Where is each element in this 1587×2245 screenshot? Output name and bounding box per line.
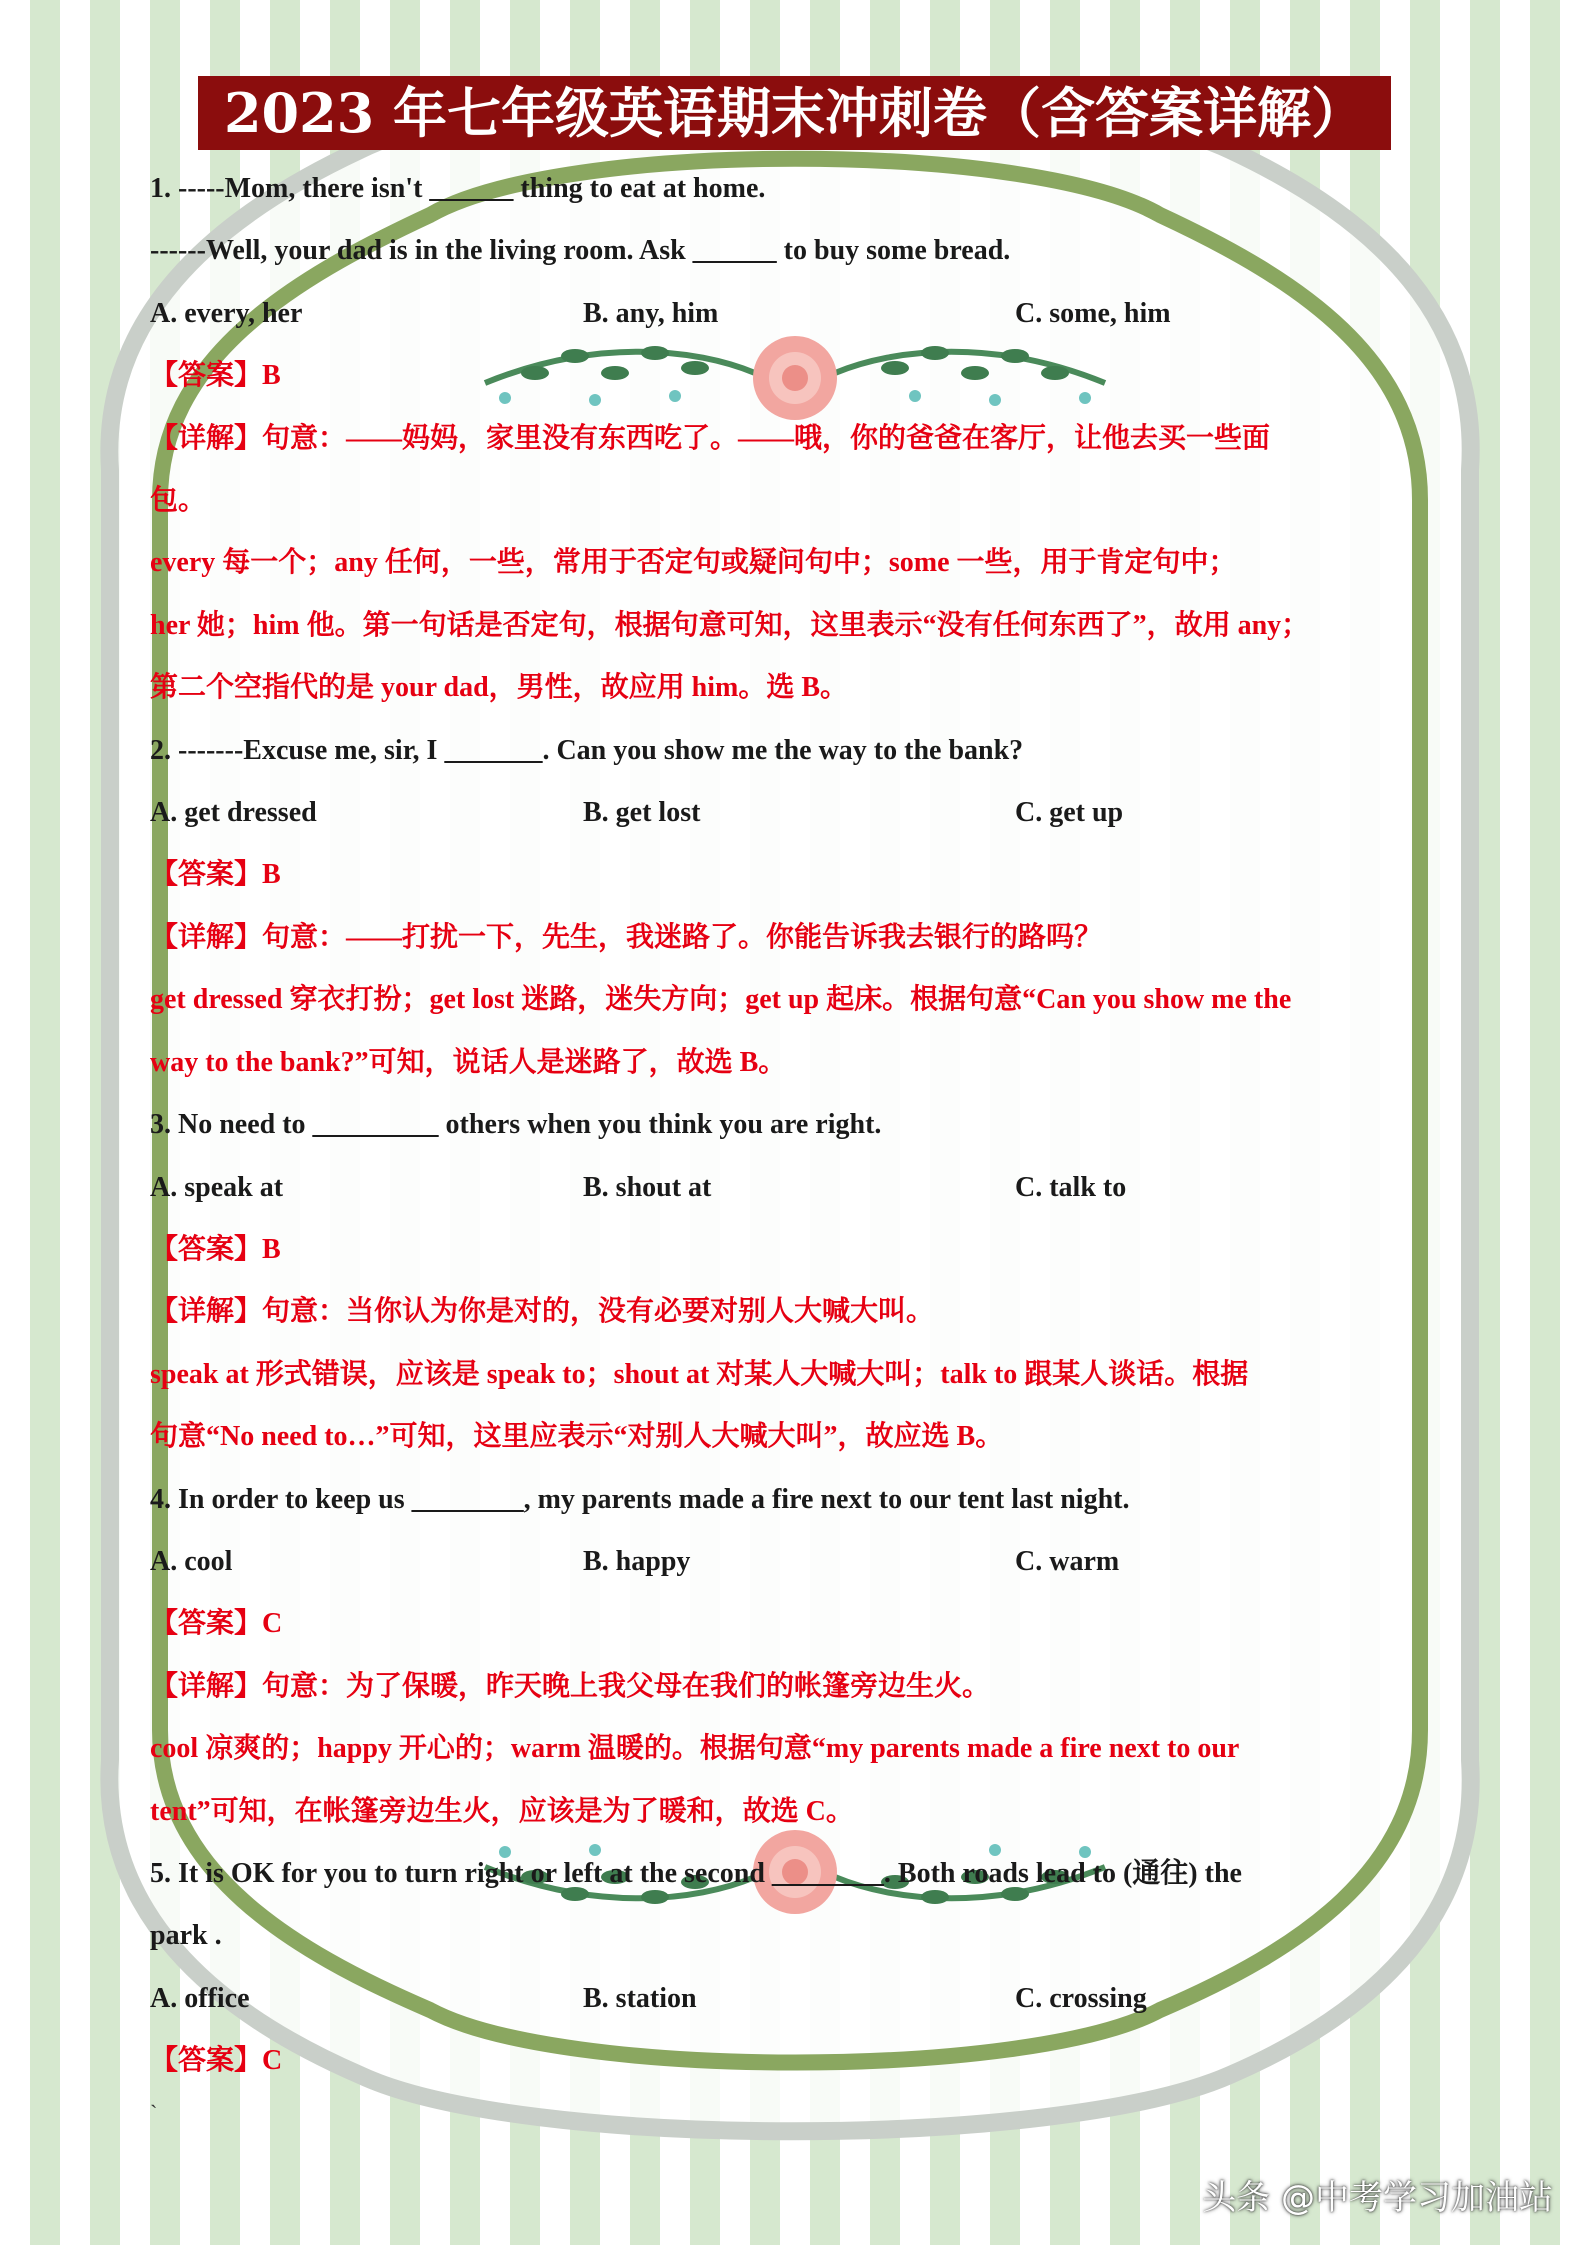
option-b: B. get lost	[583, 797, 701, 829]
answer-line: 【答案】B	[150, 360, 281, 392]
question-stem: ------Well, your dad is in the living room. Ask ______ to buy some bread.	[150, 235, 1011, 267]
explanation-line: her 她；him 他。第一句话是否定句，根据句意可知，这里表示“没有任何东西了”，故用 any；	[150, 609, 1310, 641]
option-c: C. crossing	[1015, 1982, 1147, 2014]
option-a: A. office	[150, 1982, 250, 2014]
option-c: C. get up	[1015, 797, 1124, 829]
option-b: B. happy	[583, 1545, 691, 1577]
answer-line: 【答案】B	[150, 1233, 281, 1265]
question-2	[150, 720, 1450, 1094]
question-stem: 5. It is OK for you to turn right or left at the second ________. Both roads lead to (通往) the	[150, 1857, 1242, 1889]
explanation-line: speak at 形式错误，应该是 speak to；shout at 对某人大喊大叫；talk to 跟某人谈话。根据	[150, 1358, 1249, 1390]
explanation-line: 【详解】句意：当你认为你是对的，没有必要对别人大喊大叫。	[150, 1296, 935, 1328]
question-stem: 4. In order to keep us ________, my parents made a fire next to our tent last night.	[150, 1483, 1130, 1515]
trailing-mark: `	[150, 2099, 158, 2125]
question-stem: 3. No need to _________ others when you think you are right.	[150, 1109, 882, 1141]
option-a: A. get dressed	[150, 797, 317, 829]
question-stem: 2. -------Excuse me, sir, I _______. Can you show me the way to the bank?	[150, 734, 1024, 766]
explanation-line: 【详解】句意：——妈妈，家里没有东西吃了。——哦，你的爸爸在客厅，让他去买一些面	[150, 422, 1271, 454]
explanation-line: tent”可知，在帐篷旁边生火，应该是为了暖和，故选 C。	[150, 1795, 854, 1827]
option-c: C. warm	[1015, 1545, 1120, 1577]
options-row	[150, 782, 1450, 844]
question-stem: park .	[150, 1920, 222, 1952]
option-c: C. talk to	[1015, 1171, 1127, 1203]
answer-line: 【答案】C	[150, 2045, 283, 2077]
question-4	[150, 1469, 1450, 1843]
question-1	[150, 158, 1450, 720]
explanation-line: get dressed 穿衣打扮；get lost 迷路，迷失方向；get up 起床。根据句意“Can you show me the	[150, 984, 1292, 1016]
explanation-line: 包。	[150, 485, 207, 517]
option-b: B. shout at	[583, 1171, 712, 1203]
watermark: 头条 @中考学习加油站	[1202, 2178, 1553, 2218]
question-3	[150, 1094, 1450, 1468]
explanation-line: every 每一个；any 任何，一些，常用于否定句或疑问句中；some 一些，用于肯定句中；	[150, 547, 1237, 579]
answer-line: 【答案】C	[150, 1608, 283, 1640]
options-row	[150, 283, 1450, 345]
question-stem: 1. -----Mom, there isn't ______ thing to eat at home.	[150, 173, 766, 204]
options-row	[150, 1157, 1450, 1219]
page-title: 2023 年七年级英语期末冲刺卷（含答案详解）	[198, 76, 1391, 150]
answer-line: 【答案】B	[150, 859, 281, 891]
document-body	[150, 158, 1450, 2133]
options-row	[150, 1531, 1450, 1593]
explanation-line: 句意“No need to…”可知，这里应表示“对别人大喊大叫”，故应选 B。	[150, 1421, 1004, 1453]
explanation-line: 【详解】句意：——打扰一下，先生，我迷路了。你能告诉我去银行的路吗？	[150, 921, 1103, 953]
explanation-line: 【详解】句意：为了保暖，昨天晚上我父母在我们的帐篷旁边生火。	[150, 1670, 991, 1702]
option-b: B. any, him	[583, 297, 719, 329]
options-row	[150, 1968, 1450, 2030]
explanation-line: way to the bank?”可知，说话人是迷路了，故选 B。	[150, 1046, 787, 1078]
option-a: A. cool	[150, 1545, 233, 1577]
explanation-line: cool 凉爽的；happy 开心的；warm 温暖的。根据句意“my parents made a fire next to our	[150, 1733, 1240, 1765]
explanation-line: 第二个空指代的是 your dad，男性，故应用 him。选 B。	[150, 672, 848, 704]
option-c: C. some, him	[1015, 297, 1171, 329]
question-5	[150, 1843, 1450, 2093]
option-a: A. speak at	[150, 1171, 284, 1203]
option-a: A. every, her	[150, 297, 303, 329]
option-b: B. station	[583, 1982, 697, 2014]
